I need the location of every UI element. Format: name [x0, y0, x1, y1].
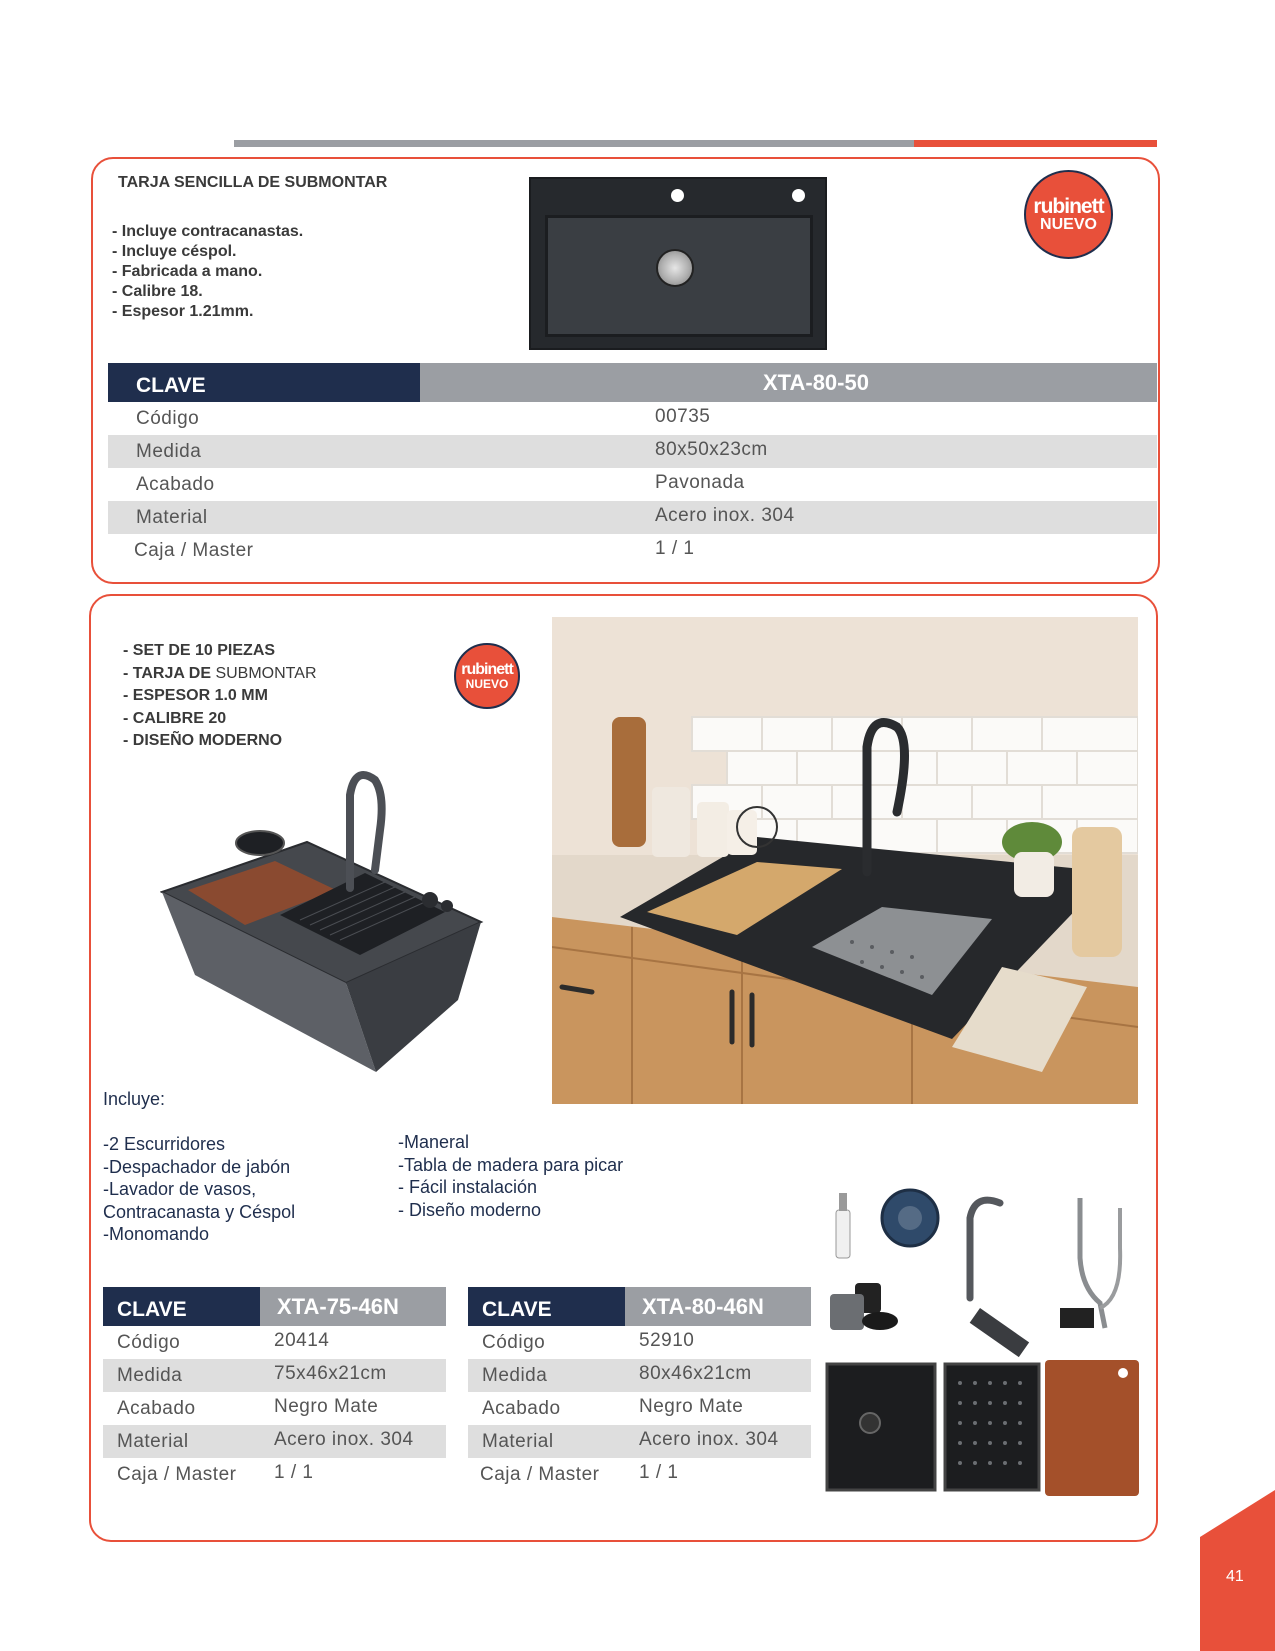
feature-item: - Incluye céspol. — [112, 243, 237, 260]
includes-item: - Fácil instalación — [398, 1177, 538, 1197]
row-label: Medida — [117, 1365, 183, 1386]
feature-list — [123, 640, 317, 753]
feature-item: - Fabricada a mano. — [112, 263, 263, 280]
feature-item: - DISEÑO MODERNO — [123, 732, 283, 749]
includes-list-right — [398, 1131, 623, 1221]
includes-item: -Lavador de vasos, — [103, 1179, 257, 1199]
row-label: Código — [117, 1332, 181, 1353]
row-value: Acero inox. 304 — [639, 1429, 779, 1450]
row-value: Acero inox. 304 — [655, 505, 795, 526]
table-header-key: CLAVE — [468, 1287, 625, 1326]
row-value: 80x50x23cm — [655, 439, 768, 460]
includes-title: Incluye: — [103, 1089, 166, 1109]
table-header-value: XTA-80-50 — [420, 363, 1157, 402]
table-row — [468, 1458, 811, 1491]
includes-item: -2 Escurridores — [103, 1134, 226, 1154]
table-row — [108, 468, 1157, 501]
table-row — [108, 402, 1157, 435]
table-header-key: CLAVE — [108, 363, 420, 402]
row-label: Acabado — [482, 1398, 561, 1419]
feature-text: - TARJA DE — [123, 664, 211, 682]
spec-table — [103, 1287, 446, 1492]
new-badge-logo — [1024, 170, 1113, 259]
table-row — [103, 1359, 446, 1392]
includes-item: - Diseño moderno — [398, 1199, 542, 1220]
includes-list-left — [103, 1133, 295, 1246]
workstation-sink-image — [160, 770, 490, 1075]
includes-item: -Despachador de jabón — [103, 1156, 291, 1177]
feature-item: - CALIBRE 20 — [123, 709, 227, 727]
row-label: Medida — [482, 1365, 548, 1386]
row-value: 1 / 1 — [274, 1462, 314, 1483]
row-label: Caja / Master — [480, 1464, 600, 1485]
row-label: Acabado — [117, 1398, 196, 1419]
feature-item: - ESPESOR 1.0 MM — [123, 687, 268, 704]
includes-item: -Tabla de madera para picar — [398, 1154, 624, 1175]
row-label: Acabado — [136, 474, 215, 495]
row-label: Material — [136, 507, 208, 528]
row-value: 75x46x21cm — [274, 1363, 387, 1384]
row-label: Código — [136, 408, 200, 429]
includes-item: -Monomando — [103, 1224, 210, 1244]
feature-item: - SET DE 10 PIEZAS — [123, 642, 276, 659]
page-number: 41 — [1226, 1568, 1244, 1585]
table-header-key: CLAVE — [103, 1287, 260, 1326]
top-rule-gray — [234, 140, 914, 147]
table-row — [468, 1392, 811, 1425]
row-value: 1 / 1 — [639, 1462, 679, 1483]
table-row — [108, 534, 1157, 567]
row-label: Material — [117, 1431, 189, 1452]
product-title: TARJA SENCILLA DE SUBMONTAR — [118, 174, 388, 191]
table-row — [108, 501, 1157, 534]
badge-tag: NUEVO — [1040, 216, 1097, 233]
row-value: Pavonada — [655, 472, 745, 493]
feature-item — [123, 663, 317, 686]
table-row — [103, 1458, 446, 1491]
spec-table — [468, 1287, 811, 1492]
table-row — [468, 1326, 811, 1359]
row-value: Negro Mate — [274, 1396, 379, 1417]
row-label: Caja / Master — [117, 1464, 237, 1485]
feature-item: - Incluye contracanastas. — [112, 223, 304, 240]
badge-tag: NUEVO — [465, 677, 509, 691]
table-row — [103, 1425, 446, 1458]
feature-text: SUBMONTAR — [215, 664, 317, 682]
row-label: Medida — [136, 441, 202, 462]
sink-product-image — [529, 177, 827, 350]
row-label: Caja / Master — [134, 540, 254, 561]
faucet-hole — [792, 189, 805, 202]
top-rule-red — [914, 140, 1157, 147]
new-badge-logo — [454, 643, 520, 709]
table-header-value: XTA-75-46N — [260, 1287, 446, 1326]
row-value: 52910 — [639, 1330, 695, 1351]
table-row — [468, 1425, 811, 1458]
table-row — [103, 1392, 446, 1425]
row-value: 20414 — [274, 1330, 330, 1351]
kitchen-scene-image — [552, 617, 1138, 1104]
table-row — [103, 1326, 446, 1359]
spec-table — [108, 363, 1157, 568]
feature-list — [112, 222, 303, 322]
row-value: 00735 — [655, 406, 711, 427]
badge-brand: rubinett — [461, 661, 513, 678]
row-value: Negro Mate — [639, 1396, 744, 1417]
accessories-image — [820, 1188, 1150, 1500]
row-value: Acero inox. 304 — [274, 1429, 414, 1450]
row-value: 1 / 1 — [655, 538, 695, 559]
row-label: Código — [482, 1332, 546, 1353]
feature-item: - Espesor 1.21mm. — [112, 303, 254, 320]
drain-icon — [656, 249, 694, 287]
includes-item: -Maneral — [398, 1132, 470, 1152]
table-row — [468, 1359, 811, 1392]
table-header-value: XTA-80-46N — [625, 1287, 811, 1326]
includes-item: Contracanasta y Céspol — [103, 1201, 296, 1222]
feature-item: - Calibre 18. — [112, 283, 203, 300]
row-label: Material — [482, 1431, 554, 1452]
badge-brand: rubinett — [1033, 195, 1104, 218]
row-value: 80x46x21cm — [639, 1363, 752, 1384]
table-row — [108, 435, 1157, 468]
kitchen-installation-photo — [552, 617, 1138, 1104]
faucet-hole — [671, 189, 684, 202]
